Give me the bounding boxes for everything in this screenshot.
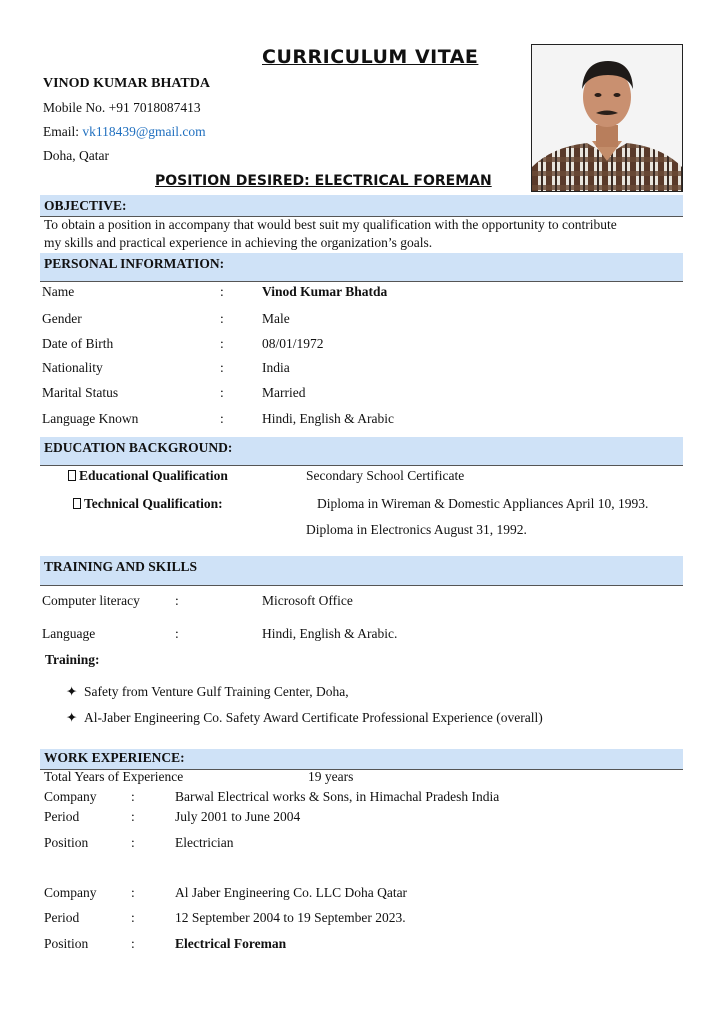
objective-text-line-2: my skills and practical experience in achieving the organization’s goals. (44, 235, 433, 250)
field-separator: : (220, 411, 224, 426)
mobile-number: +91 7018087413 (108, 100, 201, 115)
job-period-label: Period (44, 809, 80, 824)
total-experience-label: Total Years of Experience (44, 769, 184, 784)
email-line (43, 124, 206, 140)
star-bullet-icon: ✦ (66, 684, 78, 699)
field-separator: : (131, 885, 135, 900)
email-link[interactable]: vk118439@gmail.com (82, 124, 206, 139)
education-qualification-value: Secondary School Certificate (306, 468, 465, 483)
field-label-gender: Gender (42, 311, 82, 326)
bullet-box-icon (73, 498, 81, 509)
field-separator: : (220, 311, 224, 326)
field-value-marital-status: Married (262, 385, 306, 400)
field-separator: : (220, 336, 224, 351)
field-separator: : (220, 284, 224, 299)
technical-qualification-label: Technical Qualification: (73, 496, 223, 512)
field-separator: : (220, 360, 224, 375)
location: Doha, Qatar (43, 148, 109, 163)
field-label-marital-status: Marital Status (42, 385, 119, 400)
section-personal-information (40, 253, 683, 282)
field-separator: : (131, 835, 135, 850)
section-work-experience (40, 749, 683, 770)
field-label-name: Name (42, 284, 75, 299)
mobile-label: Mobile No. (43, 100, 106, 115)
training-label: Training: (45, 652, 100, 667)
document-title: CURRICULUM VITAE (262, 46, 479, 68)
person-portrait-icon (532, 45, 682, 191)
field-value-nationality: India (262, 360, 290, 375)
job-period-value: 12 September 2004 to 19 September 2023. (175, 910, 406, 925)
job-position-value: Electrical Foreman (175, 936, 287, 951)
field-value-dob: 08/01/1972 (262, 336, 324, 351)
job-position-label: Position (44, 835, 89, 850)
position-desired: POSITION DESIRED: ELECTRICAL FOREMAN (155, 173, 492, 189)
field-separator: : (131, 809, 135, 824)
star-bullet-icon: ✦ (66, 710, 78, 725)
section-heading: EDUCATION BACKGROUND: (44, 440, 233, 455)
candidate-name: VINOD KUMAR BHATDA (43, 76, 210, 91)
email-label: Email: (43, 124, 79, 139)
field-label-dob: Date of Birth (42, 336, 114, 351)
section-heading: OBJECTIVE: (44, 198, 127, 213)
objective-text-line-1: To obtain a position in accompany that would best suit my qualification with the opportunity to contribute (44, 217, 617, 232)
section-training-and-skills (40, 556, 683, 586)
job-company-label: Company (44, 885, 97, 900)
job-company-value: Al Jaber Engineering Co. LLC Doha Qatar (175, 885, 408, 900)
section-heading: WORK EXPERIENCE: (44, 750, 185, 765)
job-company-label: Company (44, 789, 97, 804)
profile-photo (531, 44, 683, 192)
field-separator: : (220, 385, 224, 400)
field-separator: : (175, 593, 179, 608)
bullet-box-icon (68, 470, 76, 481)
section-heading: TRAINING AND SKILLS (44, 559, 198, 574)
job-period-label: Period (44, 910, 80, 925)
field-separator: : (131, 936, 135, 951)
education-qualification-label: Educational Qualification (68, 468, 228, 484)
job-period-value: July 2001 to June 2004 (175, 809, 301, 824)
field-label-nationality: Nationality (42, 360, 103, 375)
field-separator: : (175, 626, 179, 641)
computer-literacy-value: Microsoft Office (262, 593, 353, 608)
training-item: ✦ Safety from Venture Gulf Training Center, Doha, (66, 684, 349, 699)
field-value-name: Vinod Kumar Bhatda (262, 284, 388, 299)
field-separator: : (131, 789, 135, 804)
job-company-value: Barwal Electrical works & Sons, in Himachal Pradesh India (175, 789, 500, 804)
skills-language-label: Language (42, 626, 96, 641)
field-label-language: Language Known (42, 411, 139, 426)
field-value-gender: Male (262, 311, 290, 326)
total-experience-value: 19 years (308, 769, 354, 784)
skills-language-value: Hindi, English & Arabic. (262, 626, 398, 641)
mobile-line (43, 100, 201, 116)
job-position-label: Position (44, 936, 89, 951)
technical-qualification-value-2: Diploma in Electronics August 31, 1992. (306, 522, 527, 537)
section-objective (40, 195, 683, 217)
field-value-language: Hindi, English & Arabic (262, 411, 394, 426)
computer-literacy-label: Computer literacy (42, 593, 140, 608)
job-position-value: Electrician (175, 835, 234, 850)
section-heading: PERSONAL INFORMATION: (44, 256, 225, 271)
training-item: ✦ Al-Jaber Engineering Co. Safety Award Certificate Professional Experience (overall) (66, 710, 543, 725)
field-separator: : (131, 910, 135, 925)
section-education-background (40, 437, 683, 466)
technical-qualification-value-1: Diploma in Wireman & Domestic Appliances April 10, 1993. (317, 496, 649, 511)
